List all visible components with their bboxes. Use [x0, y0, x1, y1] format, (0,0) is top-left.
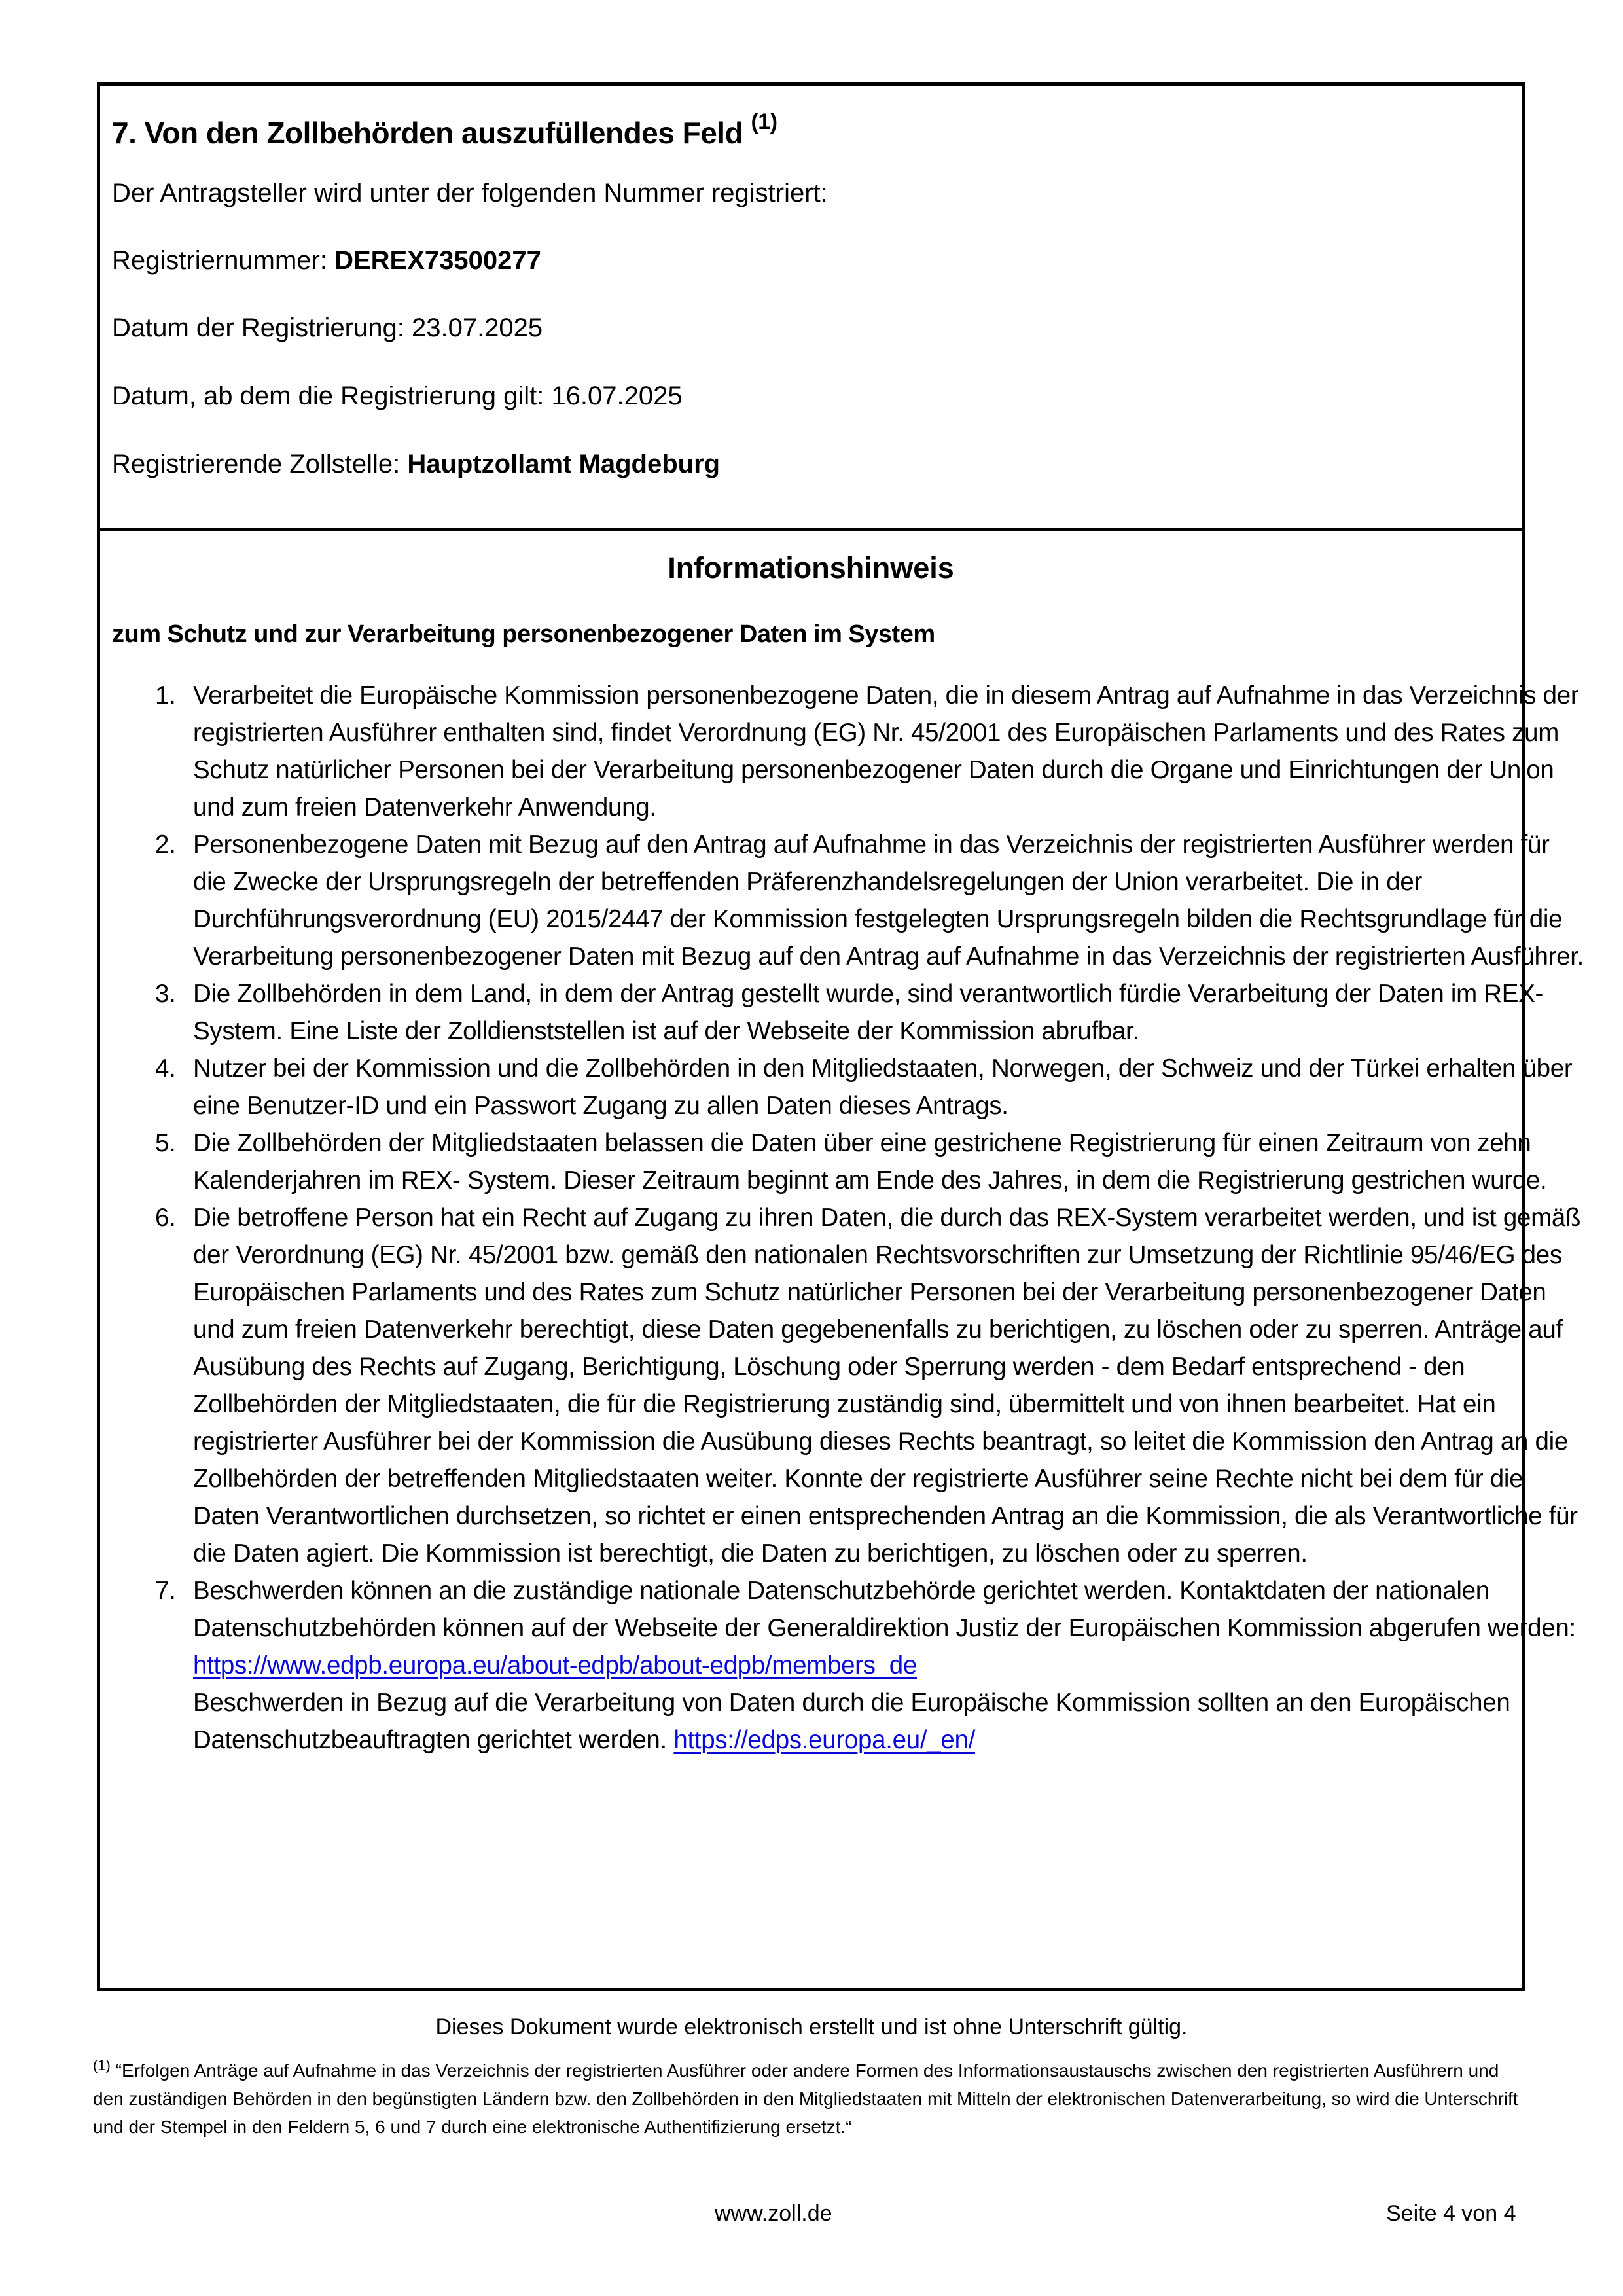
- registration-intro: Der Antragsteller wird unter der folgenden Nummer registriert:: [112, 179, 828, 207]
- list-item-number: 4.: [155, 1054, 176, 1083]
- registration-number-label: Registriernummer:: [112, 246, 335, 275]
- list-item-complaints: [155, 1572, 1587, 1759]
- list-item-text: Beschwerden können an die zuständige nationale Datenschutzbehörde gerichtet werden. Kontaktdaten der nationalen Datenschutzbehörden können auf der Webseite der Generaldirektion Justiz der Europäischen Kommission abgerufen werden:: [193, 1577, 1576, 1642]
- list-item-number: 6.: [155, 1204, 176, 1232]
- registration-date-row: [112, 314, 543, 343]
- footnote-marker: (1): [93, 2057, 111, 2073]
- privacy-notice-list: [100, 677, 1587, 1759]
- list-item-text: Die Zollbehörden in dem Land, in dem der Antrag gestellt wurde, sind verantwortlich fürdie Verarbeitung der Daten im REX-System. Eine Liste der Zolldienststellen ist auf der Webseite der Kommission abrufbar.: [193, 980, 1544, 1045]
- section-7-customs-field: [100, 86, 1522, 531]
- list-item-text: Personenbezogene Daten mit Bezug auf den Antrag auf Aufnahme in das Verzeichnis der registrierten Ausführer werden für die Zwecke der Ursprungsregeln der betreffenden Präferenzhandelsregelungen der Union verarbeitet. Die in der Durchführungsverordnung (EU) 2015/2447 der Kommission festgelegten Ursprungsregeln bilden die Rechtsgrundlage für die Verarbeitung personenbezogener Daten mit Bezug auf den Antrag auf Aufnahme in das Verzeichnis der registrierten Ausführer.: [193, 831, 1584, 971]
- valid-from-row: [112, 382, 683, 411]
- form-box: [97, 82, 1584, 1991]
- footnote-ref: (1): [751, 109, 777, 134]
- section-7-title-text: 7. Von den Zollbehörden auszufüllendes Feld: [112, 116, 743, 150]
- customs-office-value: Hauptzollamt Magdeburg: [407, 450, 721, 478]
- privacy-notice-subheading: zum Schutz und zur Verarbeitung personenbezogener Daten im System: [112, 620, 935, 648]
- footnote-text: “Erfolgen Anträge auf Aufnahme in das Verzeichnis der registrierten Ausführer oder andere Formen des Informationsaustauschs zwischen den registrierten Ausführern und den zuständigen Behörden in den begünstigten Ländern bzw. den Zollbehörden in den Mitgliedstaaten mit Mitteln der elektronischen Datenverarbeitung, so wird die Unterschrift und der Stempel in den Feldern 5, 6 und 7 durch eine elektronische Authentifizierung ersetzt.“: [93, 2060, 1518, 2137]
- customs-office-row: [112, 450, 720, 479]
- list-item-number: 3.: [155, 980, 176, 1008]
- list-item-text: Beschwerden in Bezug auf die Verarbeitung von Daten durch die Europäische Kommission sollten an den Europäischen Datenschutzbeauftragten gerichtet werden.: [193, 1689, 1510, 1754]
- list-item: [155, 677, 1587, 826]
- list-item-number: 7.: [155, 1577, 176, 1605]
- valid-from-label: Datum, ab dem die Registrierung gilt:: [112, 382, 552, 410]
- footnote: [93, 2051, 1533, 2141]
- list-item-number: 2.: [155, 831, 176, 859]
- registration-number-value: DEREX73500277: [334, 246, 541, 275]
- list-item-text: Verarbeitet die Europäische Kommission personenbezogene Daten, die in diesem Antrag auf Aufnahme in das Verzeichnis der registrierten Ausführer enthalten sind, findet Verordnung (EG) Nr. 45/2001 des Europäischen Parlaments und des Rates zum Schutz natürlicher Personen bei der Verarbeitung personenbezogener Daten durch die Organe und Einrichtungen der Union und zum freien Datenverkehr Anwendung.: [193, 681, 1579, 821]
- list-item-text: Die Zollbehörden der Mitgliedstaaten belassen die Daten über eine gestrichene Registrierung für einen Zeitraum von zehn Kalenderjahren im REX- System. Dieser Zeitraum beginnt am Ende des Jahres, in dem die Registrierung gestrichen wurde.: [193, 1129, 1547, 1194]
- electronic-validity-note: Dieses Dokument wurde elektronisch erstellt und ist ohne Unterschrift gültig.: [435, 2015, 1188, 2039]
- valid-from-value: 16.07.2025: [551, 382, 683, 410]
- list-item-number: 1.: [155, 681, 176, 709]
- registration-date-label: Datum der Registrierung:: [112, 314, 412, 342]
- edpb-members-link[interactable]: https://www.edpb.europa.eu/about-edpb/about-edpb/members_de: [193, 1651, 917, 1679]
- list-item: [155, 1050, 1587, 1124]
- customs-office-label: Registrierende Zollstelle:: [112, 450, 408, 478]
- list-item-number: 5.: [155, 1129, 176, 1157]
- list-item: [155, 1124, 1587, 1199]
- list-item-text: Nutzer bei der Kommission und die Zollbehörden in den Mitgliedstaaten, Norwegen, der Schweiz und der Türkei erhalten über eine Benutzer-ID und ein Passwort Zugang zu allen Daten dieses Antrags.: [193, 1054, 1573, 1120]
- section-7-title: [112, 109, 777, 151]
- list-item: [155, 1199, 1587, 1572]
- privacy-notice-heading: Informationshinweis: [668, 551, 954, 584]
- website-link[interactable]: www.zoll.de: [715, 2201, 832, 2226]
- page-number: Seite 4 von 4: [1386, 2201, 1516, 2226]
- registration-date-value: 23.07.2025: [411, 314, 543, 342]
- list-item: [155, 826, 1587, 975]
- registration-number-row: [112, 246, 541, 276]
- list-item: [155, 975, 1587, 1050]
- edps-link[interactable]: https://edps.europa.eu/_en/: [673, 1726, 976, 1754]
- list-item-text: Die betroffene Person hat ein Recht auf Zugang zu ihren Daten, die durch das REX-System verarbeitet werden, und ist gemäß der Verordnung (EG) Nr. 45/2001 bzw. gemäß den nationalen Rechtsvorschriften zur Umsetzung der Richtlinie 95/46/EG des Europäischen Parlaments und des Rates zum Schutz natürlicher Personen bei der Verarbeitung personenbezogener Daten und zum freien Datenverkehr berechtigt, diese Daten gegebenenfalls zu berichtigen, zu löschen oder zu sperren. Anträge auf Ausübung des Rechts auf Zugang, Berichtigung, Löschung oder Sperrung werden - dem Bedarf entsprechend - den Zollbehörden der Mitgliedstaaten, die für die Registrierung zuständig sind, übermittelt und von ihnen bearbeitet. Hat ein registrierter Ausführer bei der Kommission die Ausübung dieses Rechts beantragt, so leitet die Kommission den Antrag an die Zollbehörden der betreffenden Mitgliedstaaten weiter. Konnte der registrierte Ausführer seine Rechte nicht bei dem für die Daten Verantwortlichen durchsetzen, so richtet er einen entsprechenden Antrag an die Kommission, die als Verantwortliche für die Daten agiert. Die Kommission ist berechtigt, die Daten zu berichtigen, zu löschen oder zu sperren.: [193, 1204, 1581, 1568]
- privacy-notice-section: [100, 531, 1584, 1988]
